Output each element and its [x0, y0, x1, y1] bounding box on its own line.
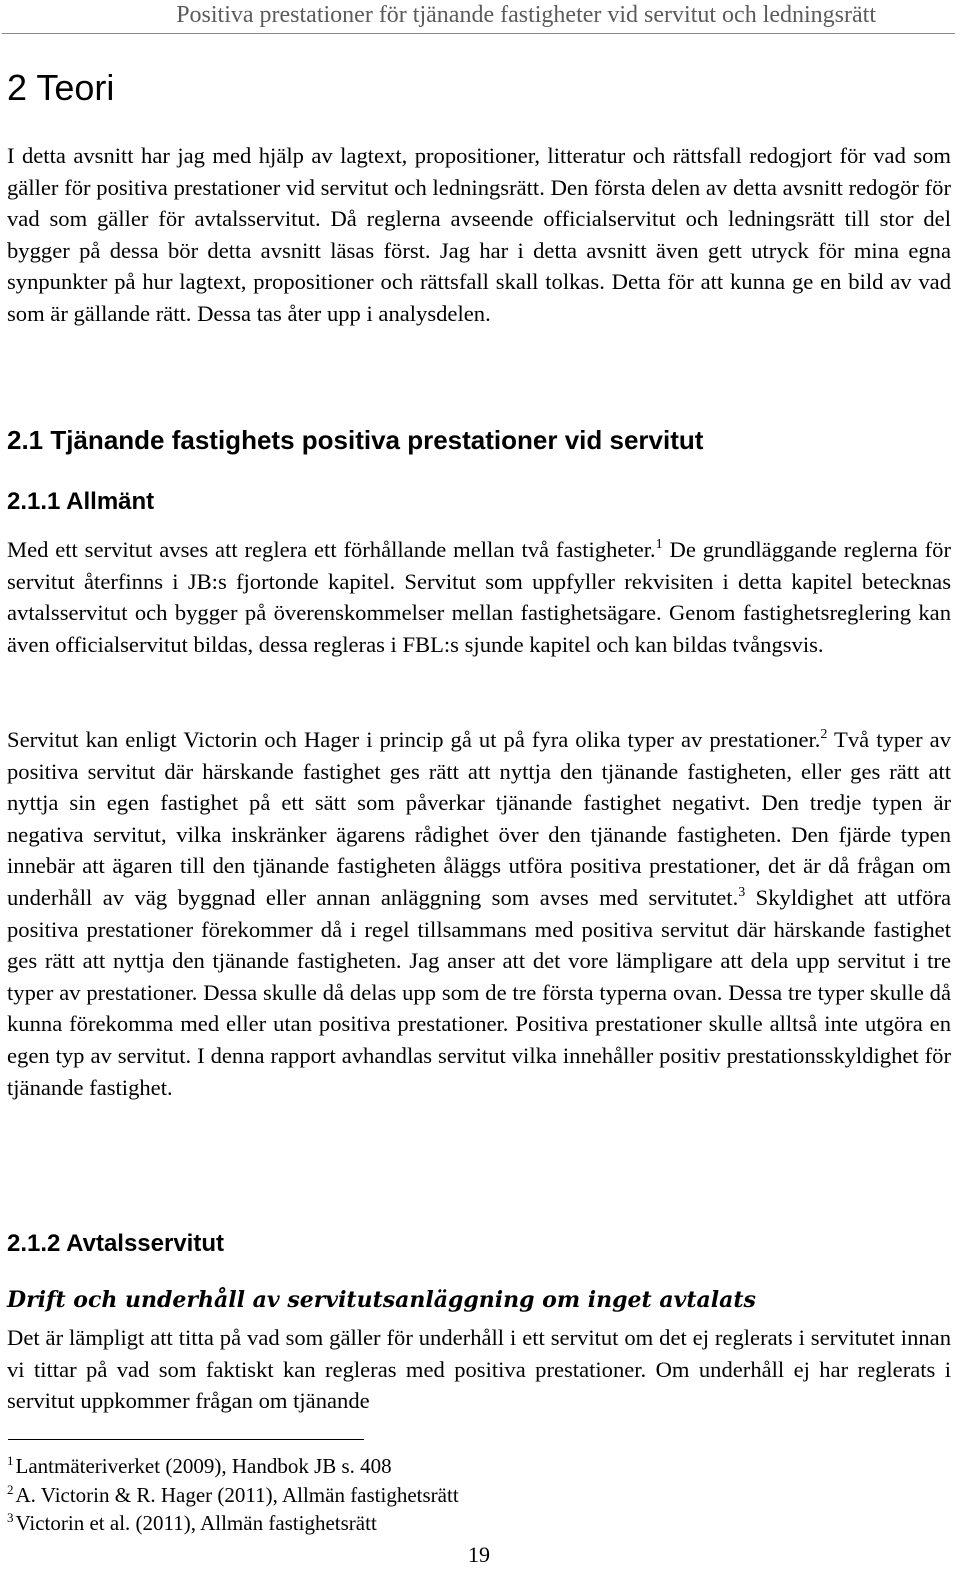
footnote-1 [7, 1452, 907, 1481]
paragraph-text: Två typer av positiva servitut där härskande fastighet ges rätt att nyttja den tjänande fastigheten, eller ges rätt att nyttja sin egen fastighet på ett sätt som påverkar tjänande fastighet negativt. Den tredje typen är negativa servitut, vilka inskränker ägarens rådighet över den tjänande fastigheten. Den fjärde typen innebär att ägaren till den tjänande fastigheten åläggs utföra positiva prestationer, det är då frågan om underhåll av väg byggnad eller annan anläggning som avses med servitutet. [7, 727, 951, 910]
italic-subheading: Drift och underhåll av servitutsanläggning om inget avtalats [7, 1287, 756, 1313]
subsection-heading-2-1-2: 2.1.2 Avtalsservitut [7, 1230, 224, 1257]
paragraph-text: Servitut kan enligt Victorin och Hager i princip gå ut på fyra olika typer av prestationer. [7, 727, 821, 752]
footnote-number: 2 [7, 1481, 14, 1497]
page-number: 19 [468, 1542, 490, 1567]
paragraph-avtalsservitut-1: Det är lämpligt att titta på vad som gäller för underhåll i ett servitut om det ej reglerats i servitutet innan vi tittar på vad som faktiskt kan regleras med positiva prestationer. Om underhåll ej har reglerats i servitut uppkommer frågan om tjänande [7, 1325, 951, 1414]
footnote-text: Victorin et al. (2011), Allmän fastighetsrätt [15, 1511, 377, 1535]
footnotes [7, 1452, 907, 1538]
paragraph-text: Skyldighet att utföra positiva prestationer förekommer då i regel tillsammans med positiva servitut där härskande fastighet ges rätt att nyttja den tjänande fastigheten. Jag anser att det vore lämpligare att dela upp servitut i tre typer av prestationer. Dessa skulle då delas upp som de tre första typerna ovan. Dessa tre typer skulle då kunna förekomma med eller utan positiva prestationer. Positiva prestationer skulle alltså inte utgöra en egen typ av servitut. I denna rapport avhandlas servitut vilka innehåller positiv prestationsskyldighet för tjänande fastighet. [7, 884, 952, 1100]
running-header: Positiva prestationer för tjänande fastigheter vid servitut och ledningsrätt [176, 2, 876, 28]
footnote-text: Lantmäteriverket (2009), Handbok JB s. 408 [15, 1454, 392, 1478]
footnote-text: A. Victorin & R. Hager (2011), Allmän fastighetsrätt [15, 1482, 459, 1507]
paragraph-allmant-2 [7, 724, 951, 1103]
footnote-ref-1: 1 [655, 537, 663, 552]
paragraph-allmant-1 [7, 534, 951, 660]
subsection-heading-2-1-1: 2.1.1 Allmänt [7, 488, 155, 515]
footnote-number: 1 [7, 1453, 14, 1468]
section-heading-2-1: 2.1 Tjänande fastighets positiva prestationer vid servitut [7, 425, 704, 455]
footnote-3 [7, 1509, 907, 1538]
paragraph-text: De grundläggande reglerna för servitut återfinns i JB:s fjortonde kapitel. Servitut som uppfyller rekvisiten i detta kapitel betecknas avtalsservitut och bygger på överenskommelser mellan fastighetsägare. Genom fastighetsreglering kan även officialservitut bildas, dessa regleras i FBL:s sjunde kapitel och kan bildas tvångsvis. [7, 537, 951, 657]
footnote-rule [8, 1439, 364, 1440]
footnote-ref-2: 2 [820, 727, 828, 742]
footnote-number: 3 [7, 1510, 14, 1525]
header-rule [2, 33, 955, 34]
paragraph-text: Med ett servitut avses att reglera ett förhållande mellan två fastigheter. [7, 537, 656, 562]
footnote-ref-3: 3 [738, 884, 746, 900]
footnote-2 [7, 1481, 907, 1510]
chapter-heading: 2 Teori [7, 67, 115, 108]
intro-paragraph: I detta avsnitt har jag med hjälp av lagtext, propositioner, litteratur och rättsfall redogjort för vad som gäller för positiva prestationer vid servitut och ledningsrätt. Den första delen av detta avsnitt redogör för vad som gäller för avtalsservitut. Då reglerna avseende officialservitut och ledningsrätt till stor del bygger på dessa bör detta avsnitt läsas först. Jag har i detta avsnitt även gett utryck för mina egna synpunkter på hur lagtext, propositioner och rättsfall skall tolkas. Detta för att kunna ge en bild av vad som är gällande rätt. Dessa tas åter upp i analysdelen. [7, 143, 951, 326]
